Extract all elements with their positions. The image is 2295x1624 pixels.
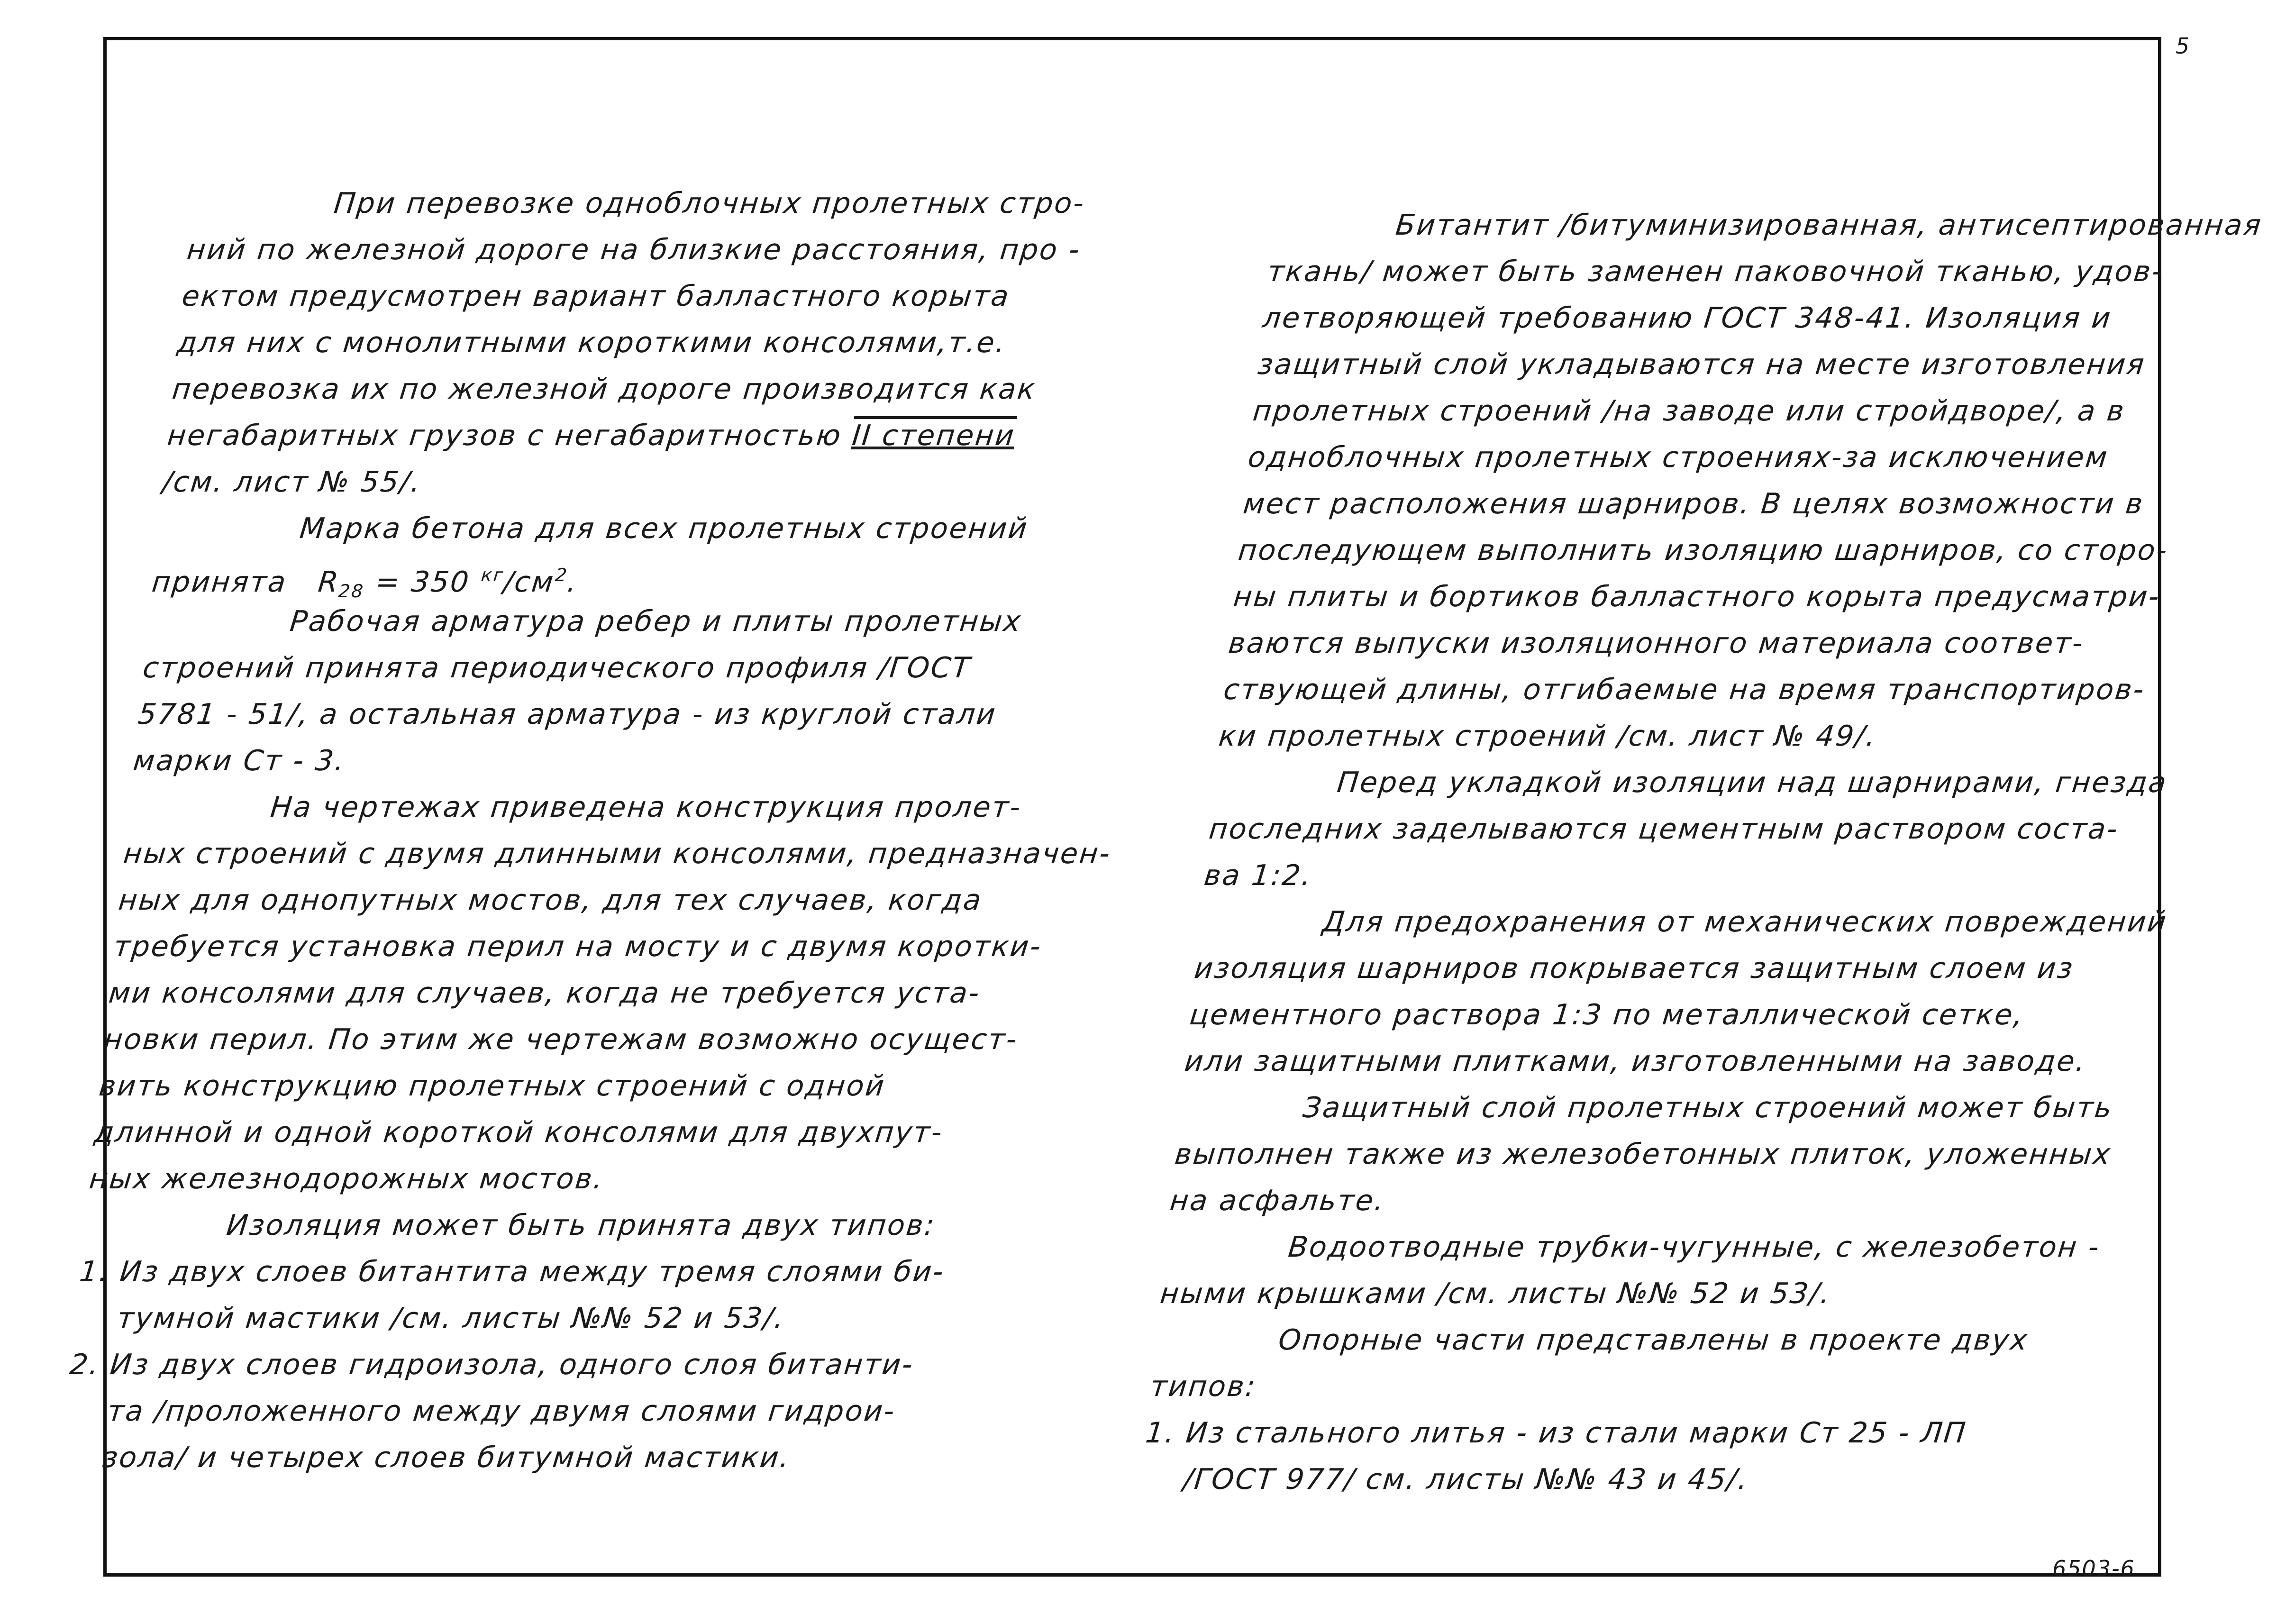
text-line: та /проложенного между двумя слоями гидрои- [106,1395,898,1428]
left-text-column [58,180,1113,1481]
concrete-formula-end: . [565,566,580,599]
sheet-code: 6503-6 [2052,1556,2135,1581]
right-text-column [1138,202,2264,1503]
text-line: Марка бетона для всех пролетных строений [298,512,1030,545]
gabarit-degree: II степени [850,419,1017,452]
text-line: тумной мастики /см. листы №№ 52 и 53/. [115,1302,787,1335]
text-line: одноблочных пролетных строениях-за исключением [1246,441,2110,474]
text-line: для них с монолитными короткими консолями,т.е. [175,326,1008,359]
text-line: ваются выпуски изоляционного материала соответ- [1227,627,2086,660]
text-line: изоляция шарниров покрывается защитным слоем из [1193,952,2076,985]
text-line: Водоотводные трубки-чугунные, с железобетон - [1286,1231,2102,1264]
text-line: цементного раствора 1:3 по металлической сетке, [1188,998,2026,1031]
text-line: ны плиты и бортиков балластного корыта предусматри- [1231,580,2162,613]
text-line: ными крышками /см. листы №№ 52 и 53/. [1158,1277,1833,1310]
text-line: марки Ст - 3. [131,744,347,777]
concrete-formula-unit-num: кг [480,565,506,585]
text-line: мест расположения шарниров. В целях возможности в [1241,487,2146,520]
text-line: ных строений с двумя длинными консолями, предназначен- [121,837,1113,870]
text-line: ствующей длины, отгибаемые на время транспортиров- [1222,673,2147,706]
text-line: Защитный слой пролетных строений может быть [1301,1091,2115,1124]
list-item: 2. Из двух слоев гидроизола, одного слоя битанти- [68,1348,916,1381]
text-line: ткань/ может быть заменен паковочной тканью, удов- [1266,255,2166,288]
text-line: ных для однопутных мостов, для тех случаев, когда [117,884,984,917]
text-line: летворяющей требованию ГОСТ 348-41. Изоляция и [1261,301,2113,335]
text-line: длинной и одной короткой консолями для двухпут- [92,1116,945,1149]
text-line: требуется установка перил на мосту и с двумя коротки- [112,930,1044,963]
text-line: зола/ и четырех слоев битумной мастики. [101,1441,792,1474]
text-line: вить конструкцию пролетных строений с одной [97,1069,887,1103]
list-item: 1. Из стального литья - из стали марки Ст 25 - ЛП [1144,1416,1968,1450]
text-line: ми консолями для случаев, когда не требуется уста- [107,976,983,1010]
concrete-formula-symbol: R [316,566,341,599]
text-line: защитный слой укладываются на месте изготовления [1256,348,2147,381]
gabarit-text: негабаритных грузов с негабаритностью [165,419,844,452]
concrete-grade-line [150,552,1046,602]
concrete-formula-unit-den: /см [501,566,556,599]
text-line: новки перил. По этим же чертежам возможно осущест- [102,1023,1020,1056]
text-line: или защитными плитками, изготовленными на заводе. [1183,1045,2088,1078]
text-line: Изоляция может быть принята двух типов: [225,1209,938,1242]
text-line: ний по железной дороге на близкие расстояния, про - [185,233,1083,266]
text-line: 5781 - 51/, а остальная арматура - из круглой стали [136,698,999,731]
text-line: ных железнодорожных мостов. [87,1162,606,1195]
text-line: строений принята периодического профиля /ГОСТ [141,651,973,684]
text-line: последних заделываются цементным раствором соста- [1207,812,2121,846]
text-line: ва 1:2. [1202,859,1314,892]
text-line: перевозка их по железной дороге производится как [170,373,1038,406]
text-line: на асфальте. [1168,1184,1387,1217]
concrete-formula-unit-pow: 2 [554,565,570,585]
concrete-label: принята [150,566,289,599]
text-line: На чертежах приведена конструкция пролет- [269,791,1024,824]
text-line: Перед укладкой изоляции над шарнирами, гнезда [1335,766,2169,799]
text-line: пролетных строений /на заводе или стройдворе/, а в [1251,394,2127,428]
text-line: выполнен также из железобетонных плиток, уложенных [1173,1138,2113,1171]
list-item: 1. Из двух слоев битантита между тремя слоями би- [78,1255,947,1288]
text-line: Битантит /битуминизированная, антисептированная [1394,209,2264,242]
text-line: Для предохранения от механических повреждений [1321,905,2169,939]
concrete-formula-index: 28 [337,581,365,602]
text-line: При перевозке одноблочных пролетных стро- [332,187,1087,220]
page-number: 5 [2176,33,2191,59]
text-line: ектом предусмотрен вариант балластного корыта [180,280,1012,313]
text-line: /см. лист № 55/. [161,465,423,499]
concrete-formula-value: = 350 [373,566,472,599]
text-line: ки пролетных строений /см. лист № 49/. [1217,720,1878,753]
text-line: типов: [1148,1370,1258,1403]
text-line: Опорные части представлены в проекте двух [1276,1323,2031,1357]
text-line: Рабочая арматура ребер и плиты пролетных [288,605,1024,638]
text-line: последующем выполнить изоляцию шарниров, со сторо- [1237,534,2170,567]
text-line [165,412,1061,459]
text-line: /ГОСТ 977/ см. листы №№ 43 и 45/. [1182,1463,1750,1496]
